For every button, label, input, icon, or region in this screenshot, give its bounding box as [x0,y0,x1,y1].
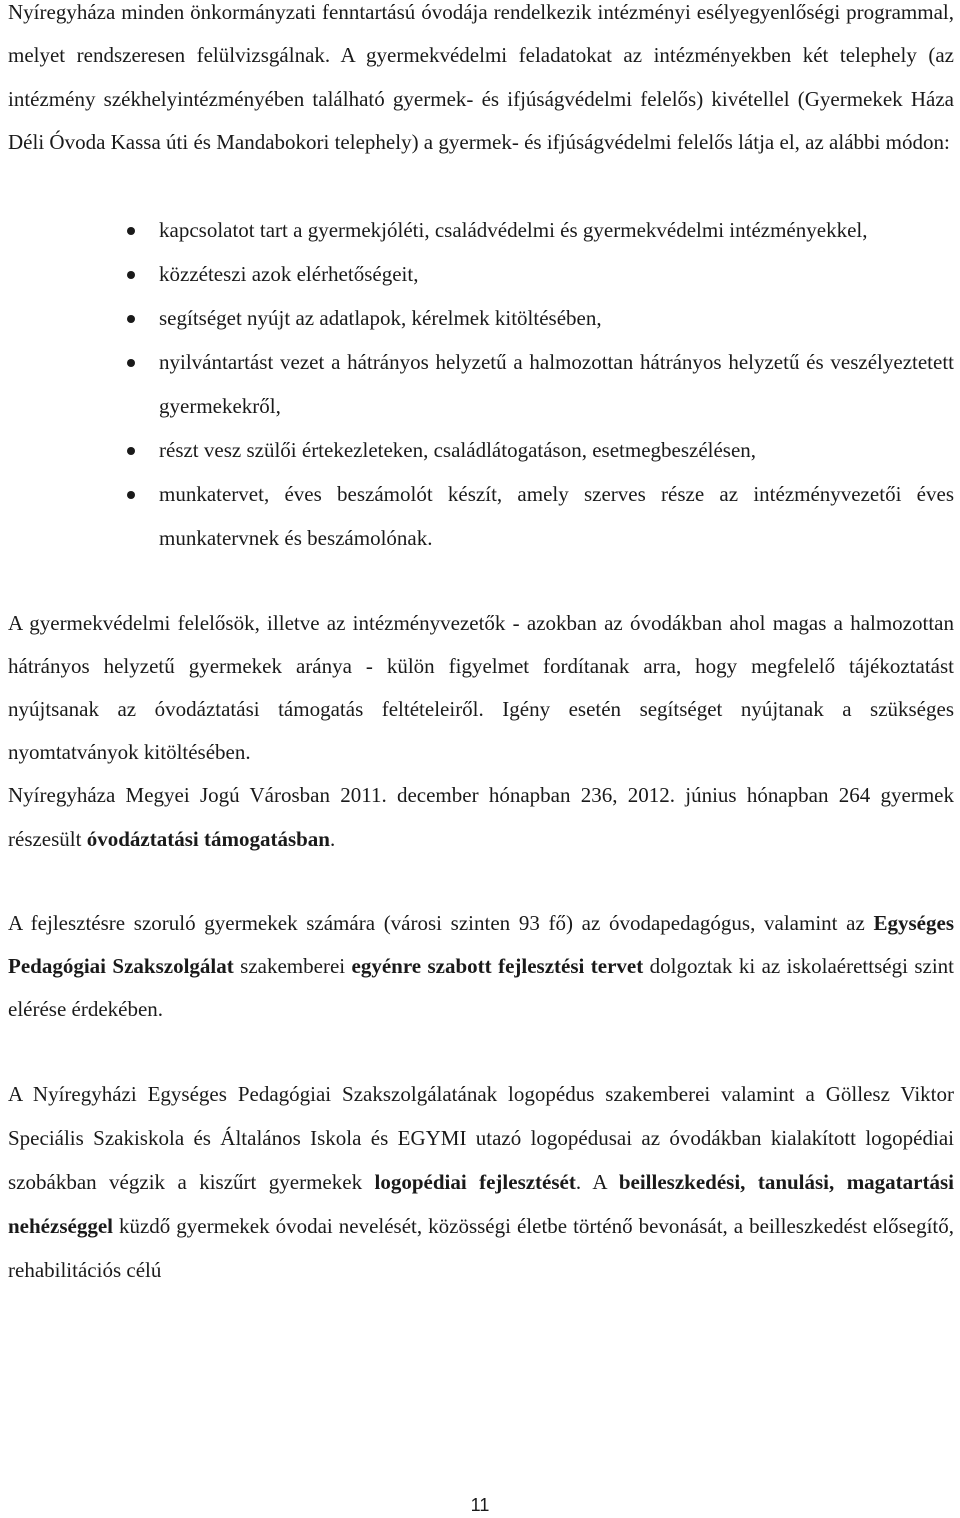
list-item-text: részt vesz szülői értekezleteken, családlátogatáson, esetmegbeszélésen, [159,437,757,462]
spacer [8,861,954,902]
speech-therapy-paragraph [8,1072,954,1292]
speech-therapy-bold-2: beilleszkedési, tanulási, magatartási nehézséggel [8,1170,954,1239]
development-text-2: szakemberei [233,954,352,979]
list-item-text: segítséget nyújt az adatlapok, kérelmek kitöltésében, [159,305,602,330]
spacer [8,560,954,602]
list-item-text: közzéteszi azok elérhetőségeit, [159,261,419,286]
list-item [8,296,954,340]
development-paragraph [8,902,954,1032]
list-item-text: nyilvántartást vezet a hátrányos helyzetű a halmozottan hátrányos helyzetű és veszélyeztetett gyermekekről, [159,349,954,418]
bullet-icon [127,491,135,499]
bullet-icon [127,271,135,279]
speech-therapy-bold-1: logopédiai fejlesztését [374,1170,576,1195]
bullet-icon [127,227,135,235]
speech-therapy-text-3: küzdő gyermekek óvodai nevelését, közösségi életbe történő bevonását, a beilleszkedést elősegítő, rehabilitációs célú [8,1214,954,1283]
statistics-end: . [330,826,336,851]
speech-therapy-text-2: . A [575,1170,619,1195]
development-bold-2: egyénre szabott fejlesztési tervet [351,954,644,979]
list-item [8,340,954,428]
development-text-1: A fejlesztésre szoruló gyermekek számára (városi szinten 93 fő) az óvodapedagógus, valamint az [8,910,874,935]
spacer [8,165,954,208]
list-item [8,208,954,252]
speech-therapy-text-1: A Nyíregyházi Egységes Pedagógiai Szakszolgálatának logopédus szakemberei valamint a Göllesz Viktor Speciális Szakiskola és Általános Iskola és EGYMI utazó logopédusai az óvodákban kialakított logopédiai szobákban végzik a kiszűrt gyermekek [8,1082,954,1195]
document-page [8,0,954,1292]
bullet-icon [127,359,135,367]
list-item [8,252,954,296]
bullet-icon [127,447,135,455]
support-paragraph: A gyermekvédelmi felelősök, illetve az intézményvezetők - azokban az óvodákban ahol magas a halmozottan hátrányos helyzetű gyermekek aránya - külön figyelmet fordítanak arra, hogy megfelelő tájékoztatást nyújtsanak az óvodáztatási támogatás feltételeiről. Igény esetén segítséget nyújtanak a szükséges nyomtatványok kitöltésében. [8,610,954,765]
list-item-text: munkatervet, éves beszámolót készít, amely szerves része az intézményvezetői éves munkatervnek és beszámolónak. [159,481,954,550]
duties-list [8,208,954,560]
development-text-3: dolgoztak ki az iskolaérettségi szint elérése érdekében. [8,954,954,1022]
page-number: 11 [470,1495,490,1515]
statistics-bold: óvodáztatási támogatásban [86,826,330,851]
list-item [8,472,954,560]
intro-paragraph: Nyíregyháza minden önkormányzati fenntartású óvodája rendelkezik intézményi esélyegyenlőségi programmal, melyet rendszeresen felülvizsgálnak. A gyermekvédelmi feladatokat az intézményekben két telephely (az intézmény székhelyintézményében található gyermek- és ifjúságvédelmi felelős) kivétellel (Gyermekek Háza Déli Óvoda Kassa úti és Mandabokori telephely) a gyermek- és ifjúságvédelmi felelős látja el, az alábbi módon: [8,0,954,155]
statistics-text: Nyíregyháza Megyei Jogú Városban 2011. december hónapban 236, 2012. június hónapban 264 gyermek részesült [8,783,954,851]
spacer [8,1031,954,1072]
development-bold-1: Egységes Pedagógiai Szakszolgálat [8,910,954,979]
list-item-text: kapcsolatot tart a gyermekjóléti, családvédelmi és gyermekvédelmi intézményekkel, [159,217,868,242]
list-item [8,428,954,472]
bullet-icon [127,315,135,323]
statistics-paragraph [8,774,954,860]
